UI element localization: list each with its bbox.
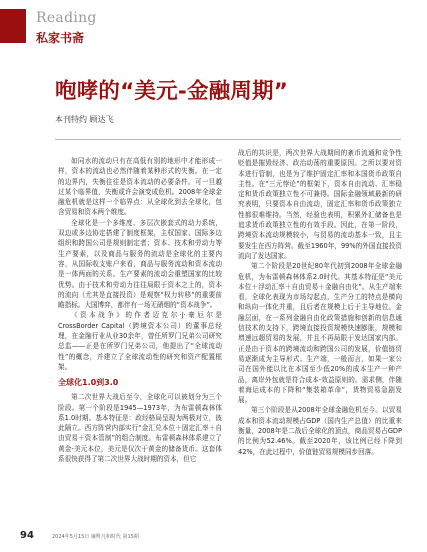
section-subheading: 全球化1.0到3.0 [58,378,119,388]
body-paragraph: 第三个阶段是从2008年全球金融危机至今。以贸易成本和资本流动规模占GDP（国内生产总值）的比重来衡量，2008年是二战后全球化的顶点，商品贸易占GDP的比例为52.46%。截至2020年，该比例已经下降到42%，在此过程中，价值链贸易规模同步回落。 [238,406,402,456]
right-column [238,148,402,457]
body-paragraph: 全球化是一个多维度、多层次嵌套式的动力系统，双边或多边协定搭建了制度框架，主权国家、国际多边组织和跨国公司是规则制定者；资本、技术和劳动力等生产要素，以及商品与服务的流动是全球化的主要内容，从国际收支账户来看，商品与服务流动和资本流动是一体两面的关系。生产要素的流动会重塑国家的比较优势。由于技术和劳动力往往局限于资本之上的，资本的流向（尤其是直接投资）是观察“权力转移”的重要前瞻指标。大国博弈，都伴有一场无硝烟的“资本战争”。 [58,218,222,310]
left-column [58,148,222,464]
page-number: 94 [20,530,34,541]
page-footer [0,525,427,552]
publication-info: 2024年5月15日 廉释凡和时代 第15期 [52,534,139,540]
body-paragraph: 第二个阶段是20世纪80年代初到2008年全球金融危机，为布雷顿森林体系2.0时代。其基本特征是“美元本位＋浮动汇率＋自由贸易＋金融自由化”。从生产端来看，全球化表现为市场勾起点，生产分工的特点是横向和纵向一体化并重，且后者在规模上后于主导地位。金融层面，在一系列金融自由化政策措施和创新的信息通信技术的支持下，跨境直接投资规模快速膨胀，规模和增速远超贸易的发展，并且不再局限于发达国家内部。正是由于资本的跨境流动和跨国公司的发展，价值链贸易逐渐成为主导形式。生产端，一般而言，如果一家公司在国外能以比在本国至少低20%的成本生产一种产品，离岸外包就是符合成本-效益原则的。需求侧，伴随着海运成本的下降和“集装箱革命”，货物贸易急剧发展。 [238,262,402,405]
body-paragraph: 《资本战争》的作者迈克尔·J·豪厄尔是CrossBorder Capital（跨境资本公司）的董事总经理，在金融行业从业30余年，曾任所罗门兄弟公司研究总监——正是在所罗门兄弟公司，他提出了“全球流动性”的概念，并建立了全球流动性的研究和资产配置框架。 [58,311,222,371]
body-paragraph: 第二次世界大战后至今，全球化可以被划分为三个阶段。第一个阶段是1945—1973年，为布雷顿森林体系1.0时期。基本特征是：政经格局呈现为两极对立，彼此隔立。西方阵营内部实行“金汇兑本位＋固定汇率＋自由贸易＋资本管制”的组合制度。布雷顿森林体系建立了黄金-美元本位，美元是仅次于黄金的储备货币。这套体系很快获得了第二次世界大战时期的资本，但它 [58,393,222,464]
body-paragraph-continued: 战后的共识是，两次世界大战期间的紊币流通和竞争性贬值是摧毁经济、政治动荡的重要原因。之所以要对资本进行管制，也是为了维护固定汇率和本国货币政策自主性。在“三元悖论”的框架下，资本自由流动、汇率稳定和货币政策独立性不可兼得。国际金融领域最新的研究表明，只要资本自由流动，固定汇率和货币政策独立性都很难维持。当然，经验也表明，积累外汇储备也是追求货币政策独立性的有效手段。因此，在第一阶段，跨境资本流动规模较小，与贸易的流动基本一致，且主要发生在西方阵营。截至1960年，99%的外国直接投资流向了发达国家。 [238,149,402,260]
section-color-bar [0,9,26,43]
section-kicker-chinese: 私家书斋 [36,31,85,45]
body-paragraph: 如同水的流动只有在高低有别的地形中才能形成一样，资本的流动也必然伴随着某种形式的失衡。在一定的边界内，失衡往往是资本流动的必要条件。可一旦越过某个临界值，失衡或许会演变成危机。2008年全球金融危机就是这样一个临界点：从全球化到去全球化，包含贸易和资本两个维度。 [58,157,222,217]
article-byline: 本刊特约 顾达飞 [55,115,114,124]
article-title: 咆哮的“美元-金融周期” [55,79,289,104]
page-header [0,0,427,50]
title-divider [55,139,401,140]
section-kicker-english: Reading [36,10,97,26]
